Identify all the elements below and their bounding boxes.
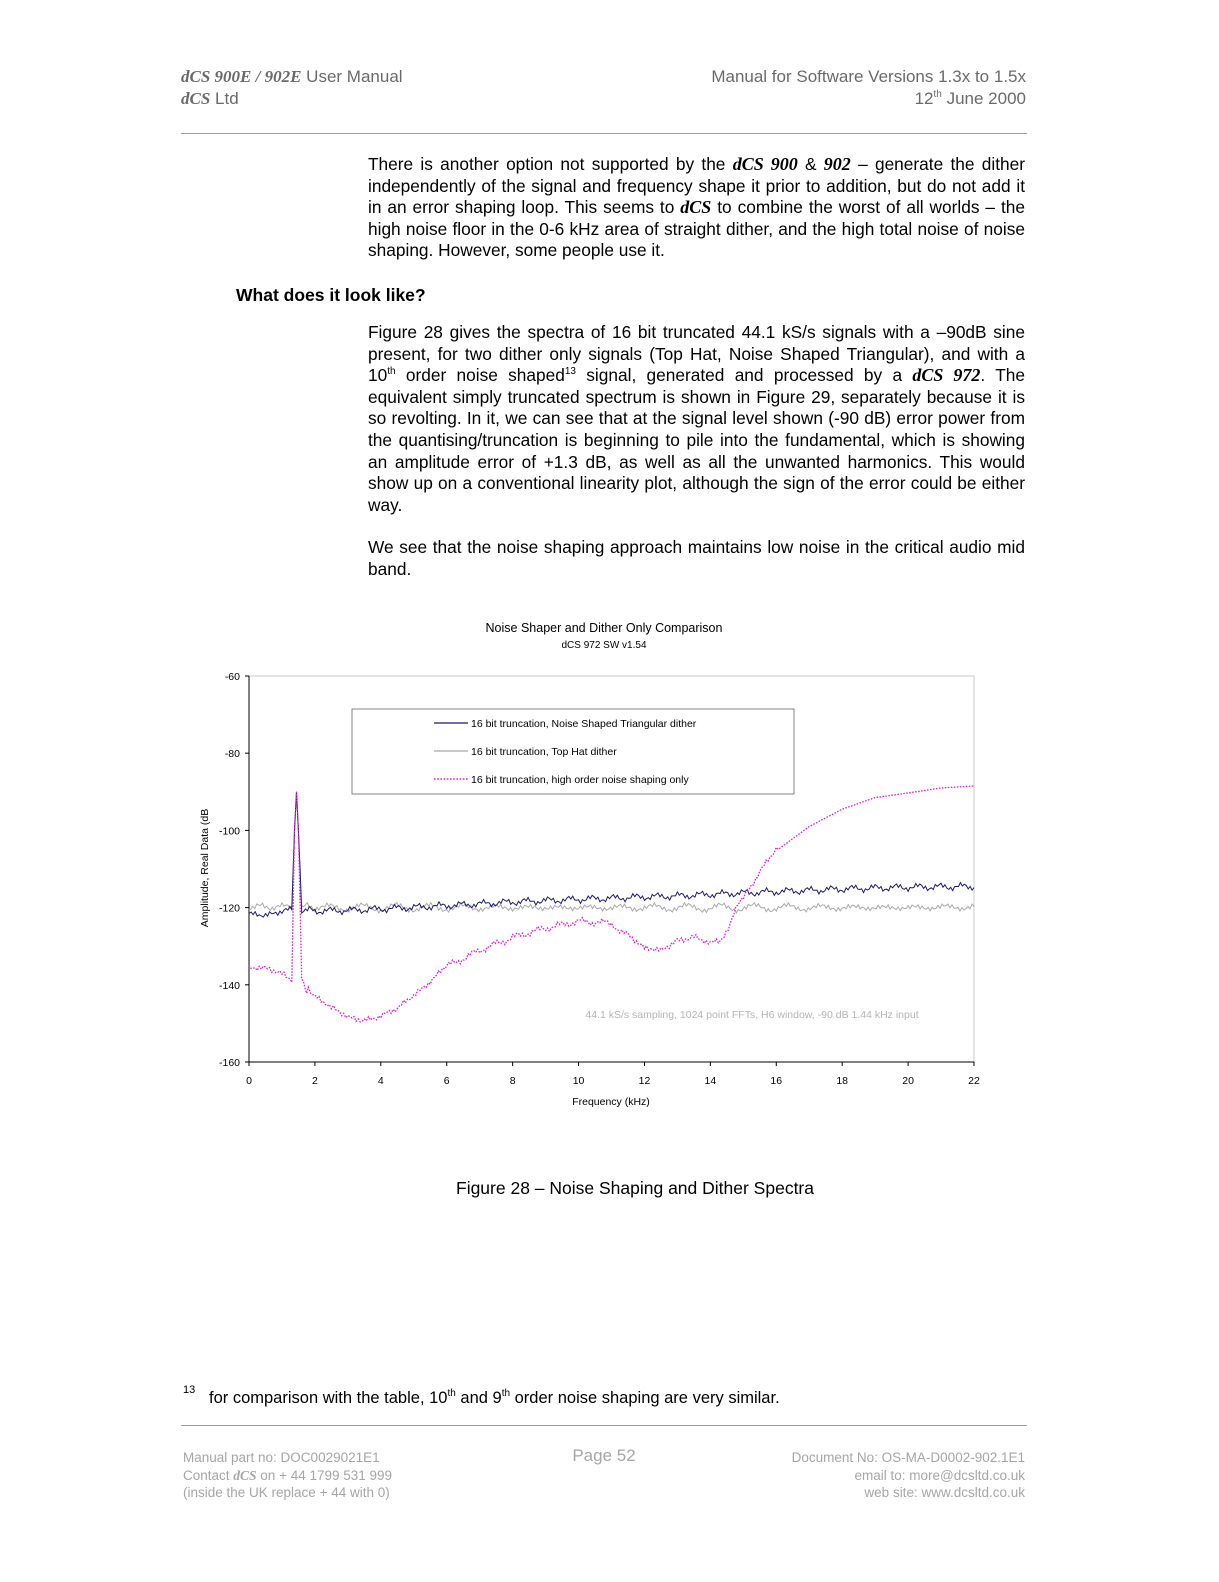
footer-right: [792, 1449, 1025, 1502]
footnote-marker: 13: [183, 1384, 196, 1396]
x-tick-label: 0: [246, 1075, 252, 1087]
x-axis-label: Frequency (kHz): [572, 1096, 650, 1108]
y-tick-label: -60: [224, 671, 240, 683]
intro-paragraph: There is another option not supported by the dCS 900 & 902 – generate the dither independently of the signal and frequency shape it prior to addition, but do not add it in an error shaping loop. This seems to dCS to combine the worst of all worlds – the high noise floor in the 0-6 kHz area of straight dither, and the high total noise of noise shaping. However, some people use it.: [368, 154, 1025, 261]
header-rule: [181, 133, 1027, 134]
footer-website[interactable]: web site: www.dcsltd.co.uk: [864, 1485, 1025, 1500]
footer-rule: [181, 1425, 1027, 1426]
description-paragraph: Figure 28 gives the spectra of 16 bit truncated 44.1 kS/s signals with a –90dB sine present, for two dither only signals (Top Hat, Noise Shaped Triangular), and with a 10th order noise shaped$^{13}$ signal, generated and processed by a dCS 972. The equivalent simply truncated spectrum is shown in Figure 29, separately because it is so revolting. In it, we can see that at the signal level shown (-90 dB) error power from the quantising/truncation is beginning to pile into the fundamental, which is showing an amplitude error of +1.3 dB, as well as all the unwanted harmonics. This would show up on a conventional linearity plot, although the sign of the error could be either way.: [368, 322, 1025, 515]
footer-contact: Contact dCS on + 44 1799 531 999: [183, 1467, 393, 1483]
footer-email[interactable]: email to: more@dcsltd.co.uk: [854, 1467, 1025, 1483]
page-number: Page 52: [572, 1446, 636, 1465]
y-tick-label: -120: [218, 902, 240, 915]
legend-label-3: 16 bit truncation, high order noise shaping only: [471, 774, 689, 786]
series-line-3: [249, 786, 974, 1022]
y-tick-label: -100: [218, 825, 240, 838]
x-tick-label: 22: [968, 1075, 980, 1087]
x-tick-label: 12: [638, 1075, 651, 1087]
footnote-text: for comparison with the table, 10th and 9th order noise shaping are very similar.: [209, 1388, 780, 1407]
x-ticks: [246, 1062, 980, 1087]
chart-title: Noise Shaper and Dither Only Comparison: [485, 621, 723, 635]
x-tick-label: 16: [770, 1075, 783, 1087]
noise-shaping-chart: [0, 600, 1219, 1120]
header-company: dCS Ltd: [181, 89, 239, 108]
y-tick-label: -160: [218, 1057, 240, 1069]
conclusion-paragraph: We see that the noise shaping approach maintains low noise in the critical audio mid band.: [368, 537, 1025, 579]
section-heading: What does it look like?: [236, 285, 426, 305]
x-tick-label: 14: [704, 1075, 717, 1087]
figure-caption: Figure 28 – Noise Shaping and Dither Spectra: [456, 1178, 814, 1198]
x-tick-label: 10: [572, 1075, 585, 1087]
series-line-2: [249, 792, 974, 913]
series-line-1: [249, 792, 974, 917]
footer-part-number: Manual part no: DOC0029021E1: [183, 1450, 380, 1465]
y-ticks: [219, 671, 249, 1069]
header-date: 12th June 2000: [914, 89, 1026, 108]
header-right: [711, 66, 1026, 110]
y-axis-label: Amplitude, Real Data (dB: [199, 808, 211, 928]
header-left: [181, 66, 403, 110]
x-tick-label: 2: [311, 1075, 318, 1087]
chart-annotation: 44.1 kS/s sampling, 1024 point FFTs, H6 window, -90 dB 1.44 kHz input: [585, 1009, 919, 1021]
chart-subtitle: dCS 972 SW v1.54: [561, 640, 647, 651]
legend-label-1: 16 bit truncation, Noise Shaped Triangular dither: [471, 718, 697, 730]
x-tick-label: 6: [443, 1075, 450, 1087]
x-tick-label: 18: [836, 1075, 849, 1087]
header-title: dCS 900E / 902E User Manual: [181, 67, 403, 86]
x-tick-label: 4: [377, 1075, 384, 1087]
legend-label-2: 16 bit truncation, Top Hat dither: [471, 746, 617, 758]
y-tick-label: -80: [224, 748, 240, 761]
footer-document-number: Document No: OS-MA-D0002-902.1E1: [791, 1450, 1025, 1465]
x-tick-label: 8: [509, 1075, 516, 1087]
y-tick-label: -140: [218, 979, 240, 992]
series-lines: [249, 786, 974, 1022]
footnote-reference: 13: [564, 366, 576, 378]
chart-legend: [352, 709, 794, 794]
footer-uk-note: (inside the UK replace + 44 with 0): [183, 1485, 390, 1500]
header-software-versions: Manual for Software Versions 1.3x to 1.5x: [711, 67, 1026, 86]
x-tick-label: 20: [902, 1075, 914, 1087]
